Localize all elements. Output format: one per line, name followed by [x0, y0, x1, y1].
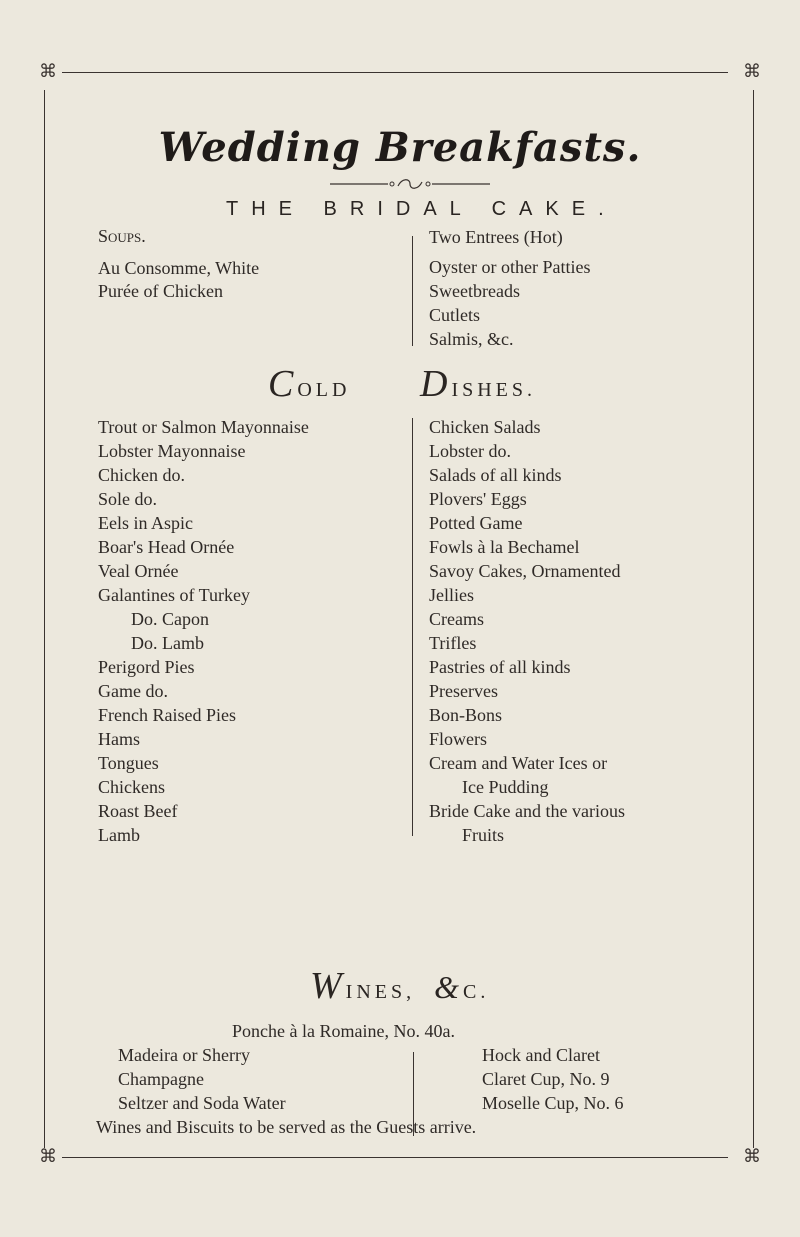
flourish-divider-icon: [330, 176, 490, 192]
right-rule: [753, 90, 754, 1148]
cold-dish-item: Salads of all kinds: [429, 465, 562, 485]
cold-dish-item: Plovers' Eggs: [429, 489, 527, 509]
cold-dish-item: Bride Cake and the various: [429, 801, 625, 821]
ponche-line: Ponche à la Romaine, No. 40a.: [232, 1021, 455, 1041]
top-rule: [62, 72, 728, 73]
cold-dishes-heading: [268, 362, 350, 406]
column-divider: [412, 418, 413, 836]
heading-text: INES,: [345, 981, 416, 1003]
cold-dish-item: Fruits: [462, 825, 505, 845]
heading-initial: C: [268, 363, 298, 405]
cold-dish-item: Tongues: [98, 753, 159, 773]
cold-dish-item: Chickens: [98, 777, 165, 797]
cold-dish-item: Bon-Bons: [429, 705, 503, 725]
cold-dish-item: Game do.: [98, 681, 168, 701]
entree-item: Cutlets: [429, 305, 481, 325]
left-rule: [44, 90, 45, 1148]
soup-item: Au Consomme, White: [98, 258, 260, 278]
wine-item: Hock and Claret: [482, 1045, 600, 1065]
entree-item: Salmis, &c.: [429, 329, 514, 349]
entree-item: Two Entrees (Hot): [429, 227, 563, 247]
cold-dish-item: Do. Lamb: [131, 633, 204, 653]
cold-dish-item: Chicken do.: [98, 465, 185, 485]
cold-dish-item: Perigord Pies: [98, 657, 195, 677]
cold-dish-item: Galantines of Turkey: [98, 585, 250, 605]
soups-heading: Soups.: [98, 226, 146, 246]
cold-dish-item: Lamb: [98, 825, 140, 845]
corner-ornament-icon: ⌘: [743, 61, 761, 82]
cold-dish-item: Trout or Salmon Mayonnaise: [98, 417, 309, 437]
cold-dish-item: Sole do.: [98, 489, 158, 509]
cold-dish-item: Lobster do.: [429, 441, 511, 461]
cold-dish-item: Potted Game: [429, 513, 523, 533]
cold-dish-item: Lobster Mayonnaise: [98, 441, 246, 461]
column-divider: [412, 236, 413, 346]
cold-dish-item: Fowls à la Bechamel: [429, 537, 580, 557]
subtitle: THE BRIDAL CAKE.: [226, 198, 617, 220]
cold-dish-item: Savoy Cakes, Ornamented: [429, 561, 621, 581]
cold-dish-item: Creams: [429, 609, 484, 629]
cold-dishes-heading: [420, 362, 536, 406]
page-title: Wedding Breakfasts.: [158, 124, 642, 171]
corner-ornament-icon: ⌘: [39, 61, 57, 82]
heading-text: OLD: [297, 379, 351, 401]
cold-dish-item: Pastries of all kinds: [429, 657, 571, 677]
cold-dish-item: Preserves: [429, 681, 498, 701]
cold-dish-item: Hams: [98, 729, 140, 749]
cold-dish-item: French Raised Pies: [98, 705, 236, 725]
bottom-rule: [62, 1157, 728, 1158]
cold-dish-item: Eels in Aspic: [98, 513, 193, 533]
heading-text: C.: [463, 981, 490, 1003]
cold-dish-item: Do. Capon: [131, 609, 209, 629]
wine-item: Champagne: [118, 1069, 204, 1089]
entree-item: Sweetbreads: [429, 281, 520, 301]
heading-text: ISHES.: [451, 379, 537, 401]
cold-dish-item: Trifles: [429, 633, 477, 653]
corner-ornament-icon: ⌘: [39, 1146, 57, 1167]
wine-item: Moselle Cup, No. 6: [482, 1093, 624, 1113]
wines-heading: [310, 964, 489, 1008]
heading-ampersand: &: [434, 969, 463, 1005]
cold-dish-item: Roast Beef: [98, 801, 178, 821]
heading-initial: D: [420, 363, 452, 405]
cold-dish-item: Jellies: [429, 585, 474, 605]
footer-note: Wines and Biscuits to be served as the Guests arrive.: [96, 1117, 477, 1137]
soup-item: Purée of Chicken: [98, 281, 223, 301]
wine-item: Seltzer and Soda Water: [118, 1093, 286, 1113]
cold-dish-item: Ice Pudding: [462, 777, 549, 797]
corner-ornament-icon: ⌘: [743, 1146, 761, 1167]
wine-item: Madeira or Sherry: [118, 1045, 250, 1065]
cold-dish-item: Veal Ornée: [98, 561, 179, 581]
cold-dish-item: Boar's Head Ornée: [98, 537, 235, 557]
wine-item: Claret Cup, No. 9: [482, 1069, 610, 1089]
heading-initial: W: [310, 965, 346, 1007]
cold-dish-item: Flowers: [429, 729, 487, 749]
entree-item: Oyster or other Patties: [429, 257, 591, 277]
cold-dish-item: Cream and Water Ices or: [429, 753, 608, 773]
cold-dish-item: Chicken Salads: [429, 417, 541, 437]
